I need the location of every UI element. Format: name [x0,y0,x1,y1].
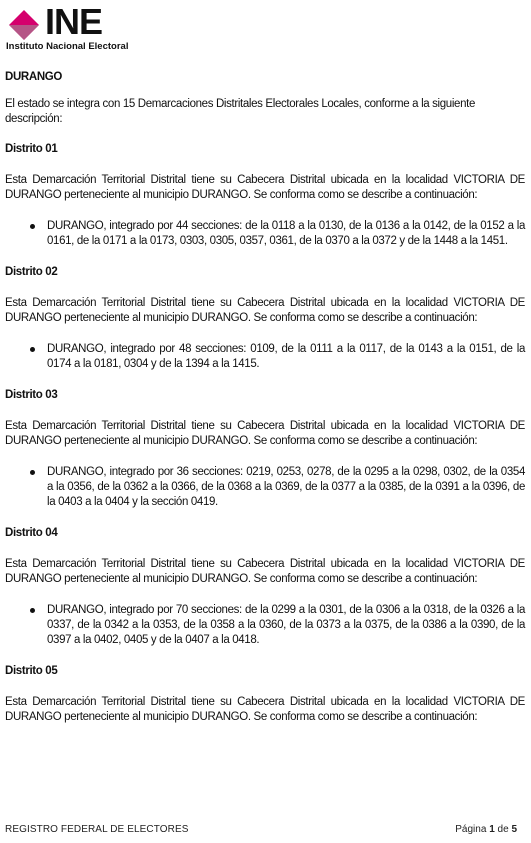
bullet-icon [30,470,35,475]
district-title: Distrito 02 [5,266,58,278]
state-heading: DURANGO [5,71,62,83]
district-title: Distrito 03 [5,389,58,401]
district-paragraph: Esta Demarcación Territorial Distrital tiene su Cabecera Distrital ubicada en la localidad VICTORIA DE DURANGO perteneciente al municipio DURANGO. Se conforma como se describe a continuación: [5,558,525,585]
footer-label: REGISTRO FEDERAL DE ELECTORES [5,824,189,835]
district-paragraph: Esta Demarcación Territorial Distrital tiene su Cabecera Distrital ubicada en la localidad VICTORIA DE DURANGO perteneciente al municipio DURANGO. Se conforma como se describe a continuación: [5,174,525,201]
district-paragraph: Esta Demarcación Territorial Distrital tiene su Cabecera Distrital ubicada en la localidad VICTORIA DE DURANGO perteneciente al municipio DURANGO. Se conforma como se describe a continuación: [5,420,525,447]
bullet-icon [30,608,35,613]
district-title: Distrito 04 [5,527,58,539]
bullet-icon [30,347,35,352]
logo-subtitle: Instituto Nacional Electoral [6,41,129,52]
page-indicator [455,824,517,835]
district-paragraph: Esta Demarcación Territorial Distrital tiene su Cabecera Distrital ubicada en la localidad VICTORIA DE DURANGO perteneciente al municipio DURANGO. Se conforma como se describe a continuación: [5,696,525,723]
logo-wordmark: INE [45,1,103,42]
ine-diamond-icon [9,10,39,40]
ine-logo [5,1,155,54]
district-paragraph: Esta Demarcación Territorial Distrital tiene su Cabecera Distrital ubicada en la localidad VICTORIA DE DURANGO perteneciente al municipio DURANGO. Se conforma como se describe a continuación: [5,297,525,324]
page-total: 5 [511,824,517,835]
district-section [5,526,525,648]
bullet-text: DURANGO, integrado por 36 secciones: 0219, 0253, 0278, de la 0295 a la 0298, 0302, de la 0354 a la 0356, de la 0362 a la 0366, de la 0368 a la 0369, de la 0377 a la 0385, de la 0391 a la 0396, de la 0403 a la 0404 y la sección 0419. [47,466,525,508]
bullet-text: DURANGO, integrado por 44 secciones: de la 0118 a la 0130, de la 0136 a la 0142, de la 0152 a la 0161, de la 0171 a la 0173, 0303, 0305, 0357, 0361, de la 0370 a la 0372 y de la 1448 a la 1451. [47,220,525,247]
district-section [5,265,525,372]
bullet-icon [30,224,35,229]
intro-paragraph: El estado se integra con 15 Demarcaciones Distritales Electorales Locales, conforme a la siguiente descripción: [5,98,476,125]
page-current: 1 [489,824,495,835]
district-bullet-item [5,603,525,648]
district-bullet-item [5,465,525,510]
page-of: de [497,824,509,835]
district-bullet-item [5,342,525,372]
document-body [5,70,525,741]
district-section [5,142,525,249]
district-title: Distrito 01 [5,143,58,155]
district-section [5,664,525,725]
bullet-text: DURANGO, integrado por 70 secciones: de la 0299 a la 0301, de la 0306 a la 0318, de la 0326 a la 0337, de la 0342 a la 0353, de la 0358 a la 0360, de la 0373 a la 0375, de la 0386 a la 0390, de la 0397 a la 0402, 0405 y de la 0407 a la 0418. [47,604,525,646]
district-title: Distrito 05 [5,665,58,677]
district-bullet-item [5,219,525,249]
district-section [5,388,525,510]
page-label: Página [455,824,487,835]
bullet-text: DURANGO, integrado por 48 secciones: 0109, de la 0111 a la 0117, de la 0143 a la 0151, de la 0174 a la 0181, 0304 y de la 1394 a la 1415. [47,343,525,370]
